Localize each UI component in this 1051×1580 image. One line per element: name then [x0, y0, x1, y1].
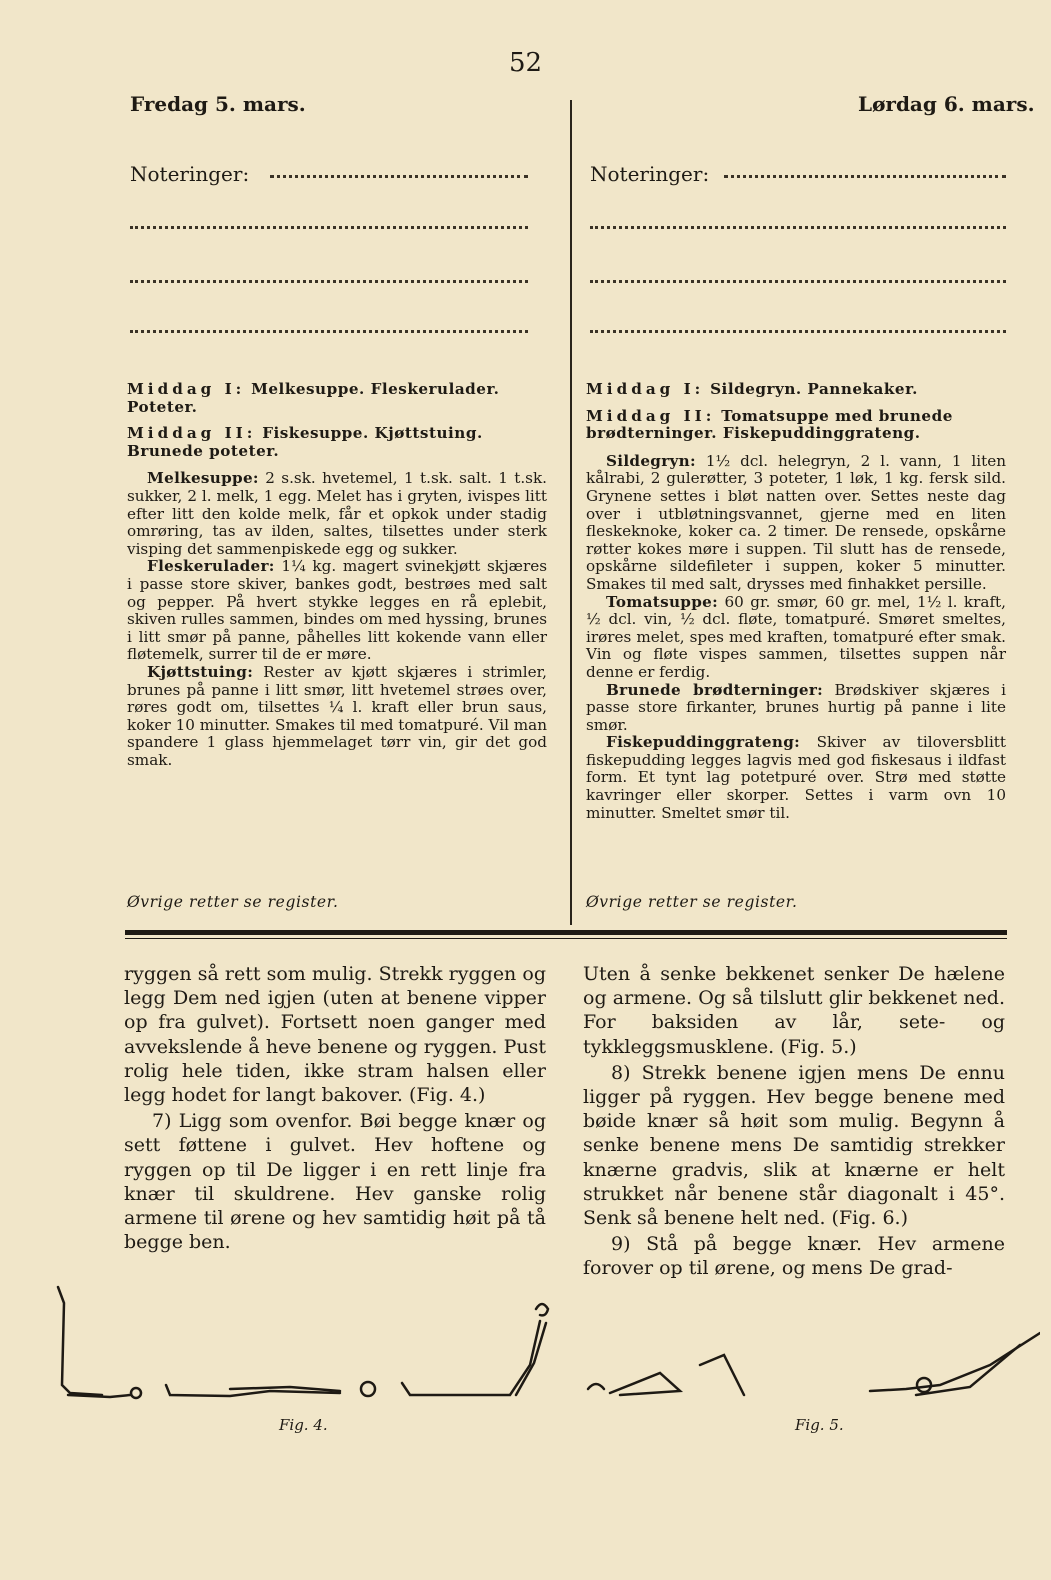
paragraph: Uten å senke bekkenet senker De hælene og armene. Og så tilslutt glir bekkenet ned. For baksiden av lår, sete- og tykkleggsmusklene. (Fig. 5.) [583, 963, 1005, 1058]
notes-line [590, 330, 1006, 333]
page-number: 52 [508, 48, 543, 78]
day-heading-friday: Fredag 5. mars. [130, 92, 306, 116]
figure-5-caption: Fig. 5. [795, 1416, 844, 1434]
notes-line [590, 226, 1006, 229]
notes-line [590, 280, 1006, 283]
notes-label-left: Noteringer: [130, 162, 250, 186]
notes-label-right: Noteringer: [590, 162, 710, 186]
recipe: Tomatsuppe: 60 gr. smør, 60 gr. mel, 1½ l. kraft, ½ dcl. vin, ½ dcl. fløte, tomatpuré. Smøret smeltes, irøres melet, spes med kraften, tomatpuré efter smak. Vin og fløte vispes sammen, tilsettes suppen når denne er ferdig. [586, 592, 1006, 681]
recipe: Fiskepuddinggrateng: Skiver av tiloversblitt fiskepudding legges lagvis med god fiskesaus i ildfast form. Et tynt lag potetpuré over. Strø med støtte kavringer eller skorper. Settes i varm ovn 10 minutter. Smeltet smør til. [586, 733, 1007, 822]
menu-line: Middag I: Melkesuppe. Fleskerulader. Poteter. [127, 380, 500, 416]
section-rule [125, 938, 1007, 939]
column-divider [570, 100, 572, 925]
exercise-illustrations [40, 1285, 1040, 1445]
menu-friday [127, 381, 547, 769]
recipe: Brunede brødterninger: Brødskiver skjæres i passe store firkanter, brunes hurtig på panne i lite smør. [586, 680, 1006, 734]
menu-saturday [586, 381, 1006, 822]
notes-line [270, 175, 528, 178]
paragraph: 8) Strekk benene igjen mens De ennu ligger på ryggen. Hev begge benene med bøide knær så høit som mulig. Begynn å senke benene mens De samtidig strekker knærne gradvis, slik at knærne er helt strukket når benene står diagonalt i 45°. Senk så benene helt ned. (Fig. 6.) [583, 1061, 1005, 1230]
exercise-text-right [583, 962, 1005, 1283]
menu-line: Middag II: Tomatsuppe med brunede brødterninger. Fiskepuddinggrateng. [586, 406, 953, 443]
paragraph: 7) Ligg som ovenfor. Bøi begge knær og sett føttene i gulvet. Hev hoftene og ryggen op til De ligger i en rett linje fra knær til skuldrene. Hev ganske rolig armene til ørene og hev samtidig høit på tå begge ben. [124, 1110, 546, 1254]
notes-line [130, 330, 528, 333]
paragraph: ryggen så rett som mulig. Strekk ryggen og legg Dem ned igjen (uten at benene vipper op fra gulvet). Fortsett noen ganger med avvekslende å heve benene og ryggen. Pust rolig hele tiden, ikke stram halsen eller legg hodet for langt bakover. (Fig. 4.) [124, 963, 546, 1107]
notes-line [130, 280, 528, 283]
recipes [586, 453, 1006, 822]
paragraph: 9) Stå på begge knær. Hev armene forover op til ørene, og mens De grad- [583, 1233, 1005, 1280]
recipe: Fleskerulader: 1¼ kg. magert svinekjøtt skjæres i passe store skiver, bankes godt, bestrøes med salt og pepper. På hvert stykke legges en rå eplebit, skiven rulles sammen, bindes om med hyssing, brunes i litt smør på panne, påhelles litt kokende vann eller fløtemelk, surrer til de er møre. [127, 557, 547, 664]
exercise-text-left [124, 962, 546, 1256]
recipes [127, 470, 547, 769]
day-heading-saturday: Lørdag 6. mars. [858, 92, 1035, 116]
recipe: Kjøttstuing: Rester av kjøtt skjæres i strimler, brunes på panne i litt smør, litt hvetemel strøes over, røres godt om, tilsettes ¼ l. kraft eller brun saus, koker 10 minutter. Smakes til med tomatpuré. Vil man spandere 1 glass hjemmelaget tørr vin, gir det god smak. [127, 662, 548, 769]
figure-4-caption: Fig. 4. [279, 1416, 328, 1434]
figure-5-drawing [588, 1333, 1040, 1395]
notes-line [724, 175, 1006, 178]
see-register-note: Øvrige retter se register. [586, 893, 798, 911]
menu-line: Middag I: Sildegryn. Pannekaker. [586, 380, 918, 398]
menu-line: Middag II: Fiskesuppe. Kjøttstuing. Brunede poteter. [127, 424, 483, 460]
recipe: Melkesuppe: 2 s.sk. hvetemel, 1 t.sk. salt. 1 t.sk. sukker, 2 l. melk, 1 egg. Melet has i gryten, ivispes litt efter litt den kolde melk, får et opkok under stadig omrøring, tas av ilden, saltes, tilsettes under sterk visping det sammenpiskede egg og sukker. [127, 469, 547, 558]
recipe: Sildegryn: 1½ dcl. helegryn, 2 l. vann, 1 liten kålrabi, 2 gulerøtter, 3 poteter, 1 løk, 1 kg. fersk sild. Grynene settes i bløt natten over. Settes neste dag over i utbløtningsvannet, gjerne med en liten fleskeknoke, koker ca. 2 timer. De rensede, opskårne røtter kokes møre i suppen. Til slutt has de rensede, opskårne sildefileter i suppen, koker 5 minutter. Smakes til med salt, drysses med finhakket persille. [586, 451, 1007, 593]
figure-4-drawing [58, 1287, 548, 1398]
notes-line [130, 226, 528, 229]
see-register-note: Øvrige retter se register. [127, 893, 339, 911]
section-rule [125, 930, 1007, 935]
